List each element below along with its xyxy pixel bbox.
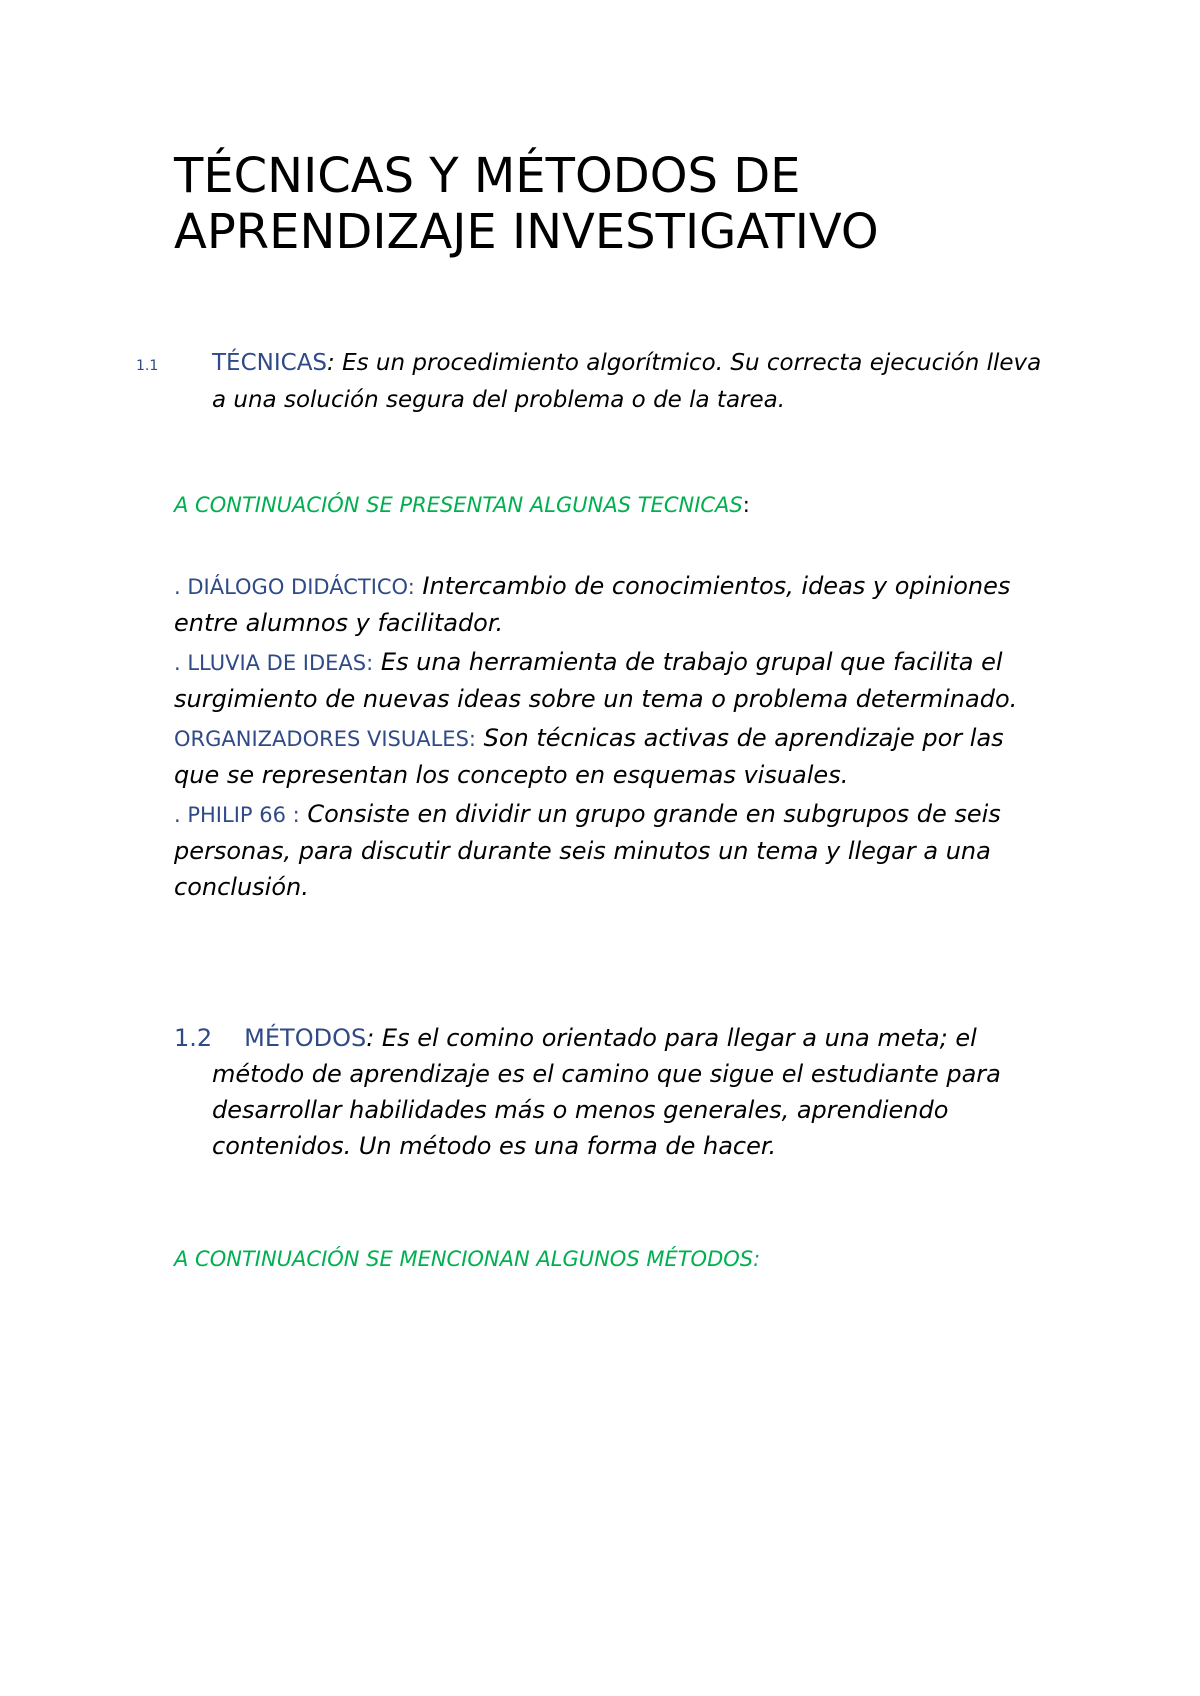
section-number: 1.2 [174,1024,213,1052]
document-title [174,148,1074,260]
intro-metodos-colon: : [753,1247,761,1271]
section-body: Es un procedimiento algorítmico. Su correcta ejecución lleva a una solución segura del problema o de la tarea. [212,350,1042,413]
list-item-body: Son técnicas activas de aprendizaje por las que se representan los concepto en esquemas visuales. [174,724,1004,789]
section-heading: TÉCNICAS [212,350,328,376]
list-item-body: Intercambio de conocimientos, ideas y opiniones entre alumnos y facilitador. [174,572,1011,637]
list-item-label: . LLUVIA DE IDEAS: [174,651,374,675]
list-item-label: . DIÁLOGO DIDÁCTICO: [174,575,415,599]
section-number: 1.1 [136,358,159,374]
section-metodos-paragraph [174,1020,1054,1164]
section-body: Es el comino orientado para llegar a una meta; el método de aprendizaje es el camino que sigue el estudiante para desarrollar habilidades más o menos generales, aprendiendo contenidos. Un método es una forma de hacer. [212,1024,1001,1160]
intro-metodos-text: A CONTINUACIÓN SE MENCIONAN ALGUNOS MÉTODOS [174,1247,754,1271]
list-item-label: ORGANIZADORES VISUALES: [174,727,476,751]
section-metodos [174,1020,1054,1164]
document-title-line-1: TÉCNICAS Y MÉTODOS DE [174,148,801,204]
tecnicas-list [174,568,1054,908]
intro-tecnicas-colon: : [742,493,750,517]
intro-metodos [174,1244,1074,1274]
list-item [174,720,1054,793]
section-tecnicas-paragraph [136,346,1054,417]
document-title-line-2: APRENDIZAJE INVESTIGATIVO [174,204,879,260]
intro-tecnicas [174,490,1074,520]
list-item [174,568,1054,641]
list-item-label: . PHILIP 66 : [174,803,300,827]
section-heading-colon: : [366,1024,375,1052]
intro-tecnicas-text: A CONTINUACIÓN SE PRESENTAN ALGUNAS TECNICAS [174,493,743,517]
list-item-body: Consiste en dividir un grupo grande en subgrupos de seis personas, para discutir durante seis minutos un tema y llegar a una conclusión. [174,800,1001,901]
list-item-body: Es una herramienta de trabajo grupal que facilita el surgimiento de nuevas ideas sobre un tema o problema determinado. [174,648,1018,713]
section-heading: MÉTODOS [244,1024,367,1052]
list-item [174,644,1054,717]
list-item [174,796,1054,905]
section-tecnicas [136,346,1054,417]
section-heading-colon: : [327,350,335,376]
